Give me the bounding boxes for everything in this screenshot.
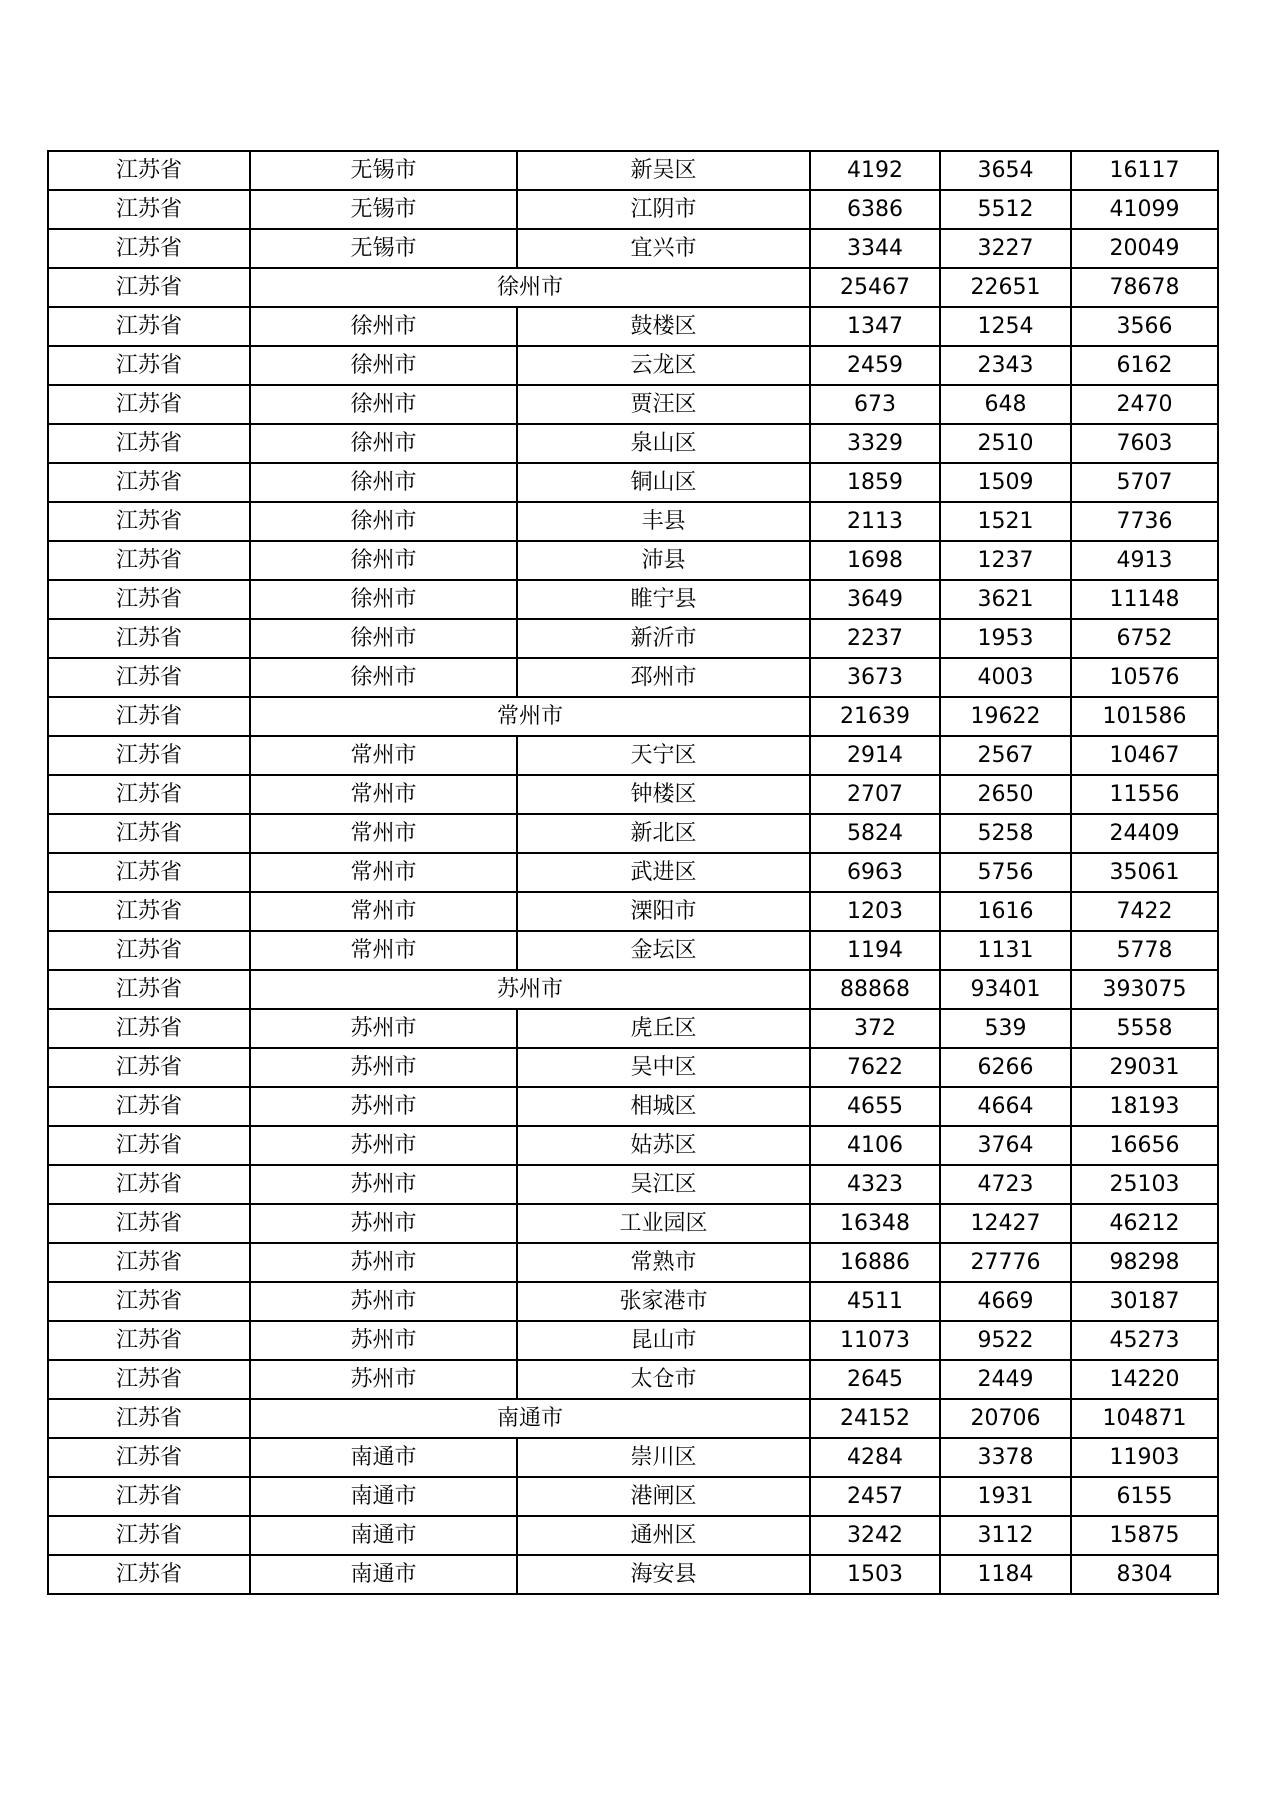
- district-cell: 宜兴市: [517, 229, 810, 268]
- value-cell-2: 5258: [940, 814, 1071, 853]
- city-cell: 苏州市: [250, 1243, 517, 1282]
- value-cell-3: 10467: [1071, 736, 1218, 775]
- province-cell: 江苏省: [48, 307, 250, 346]
- value-cell-2: 1237: [940, 541, 1071, 580]
- table-row-city-subtotal: [48, 970, 1218, 1009]
- district-cell: 丰县: [517, 502, 810, 541]
- value-cell-1: 88868: [810, 970, 940, 1009]
- province-cell: 江苏省: [48, 1360, 250, 1399]
- district-cell: 常熟市: [517, 1243, 810, 1282]
- district-cell: 海安县: [517, 1555, 810, 1594]
- value-cell-3: 24409: [1071, 814, 1218, 853]
- city-cell: 常州市: [250, 814, 517, 853]
- value-cell-3: 11148: [1071, 580, 1218, 619]
- city-subtotal-cell: 苏州市: [250, 970, 810, 1009]
- value-cell-3: 7736: [1071, 502, 1218, 541]
- province-cell: 江苏省: [48, 775, 250, 814]
- province-cell: 江苏省: [48, 1126, 250, 1165]
- province-cell: 江苏省: [48, 1438, 250, 1477]
- province-cell: 江苏省: [48, 502, 250, 541]
- value-cell-2: 3378: [940, 1438, 1071, 1477]
- table-row: [48, 346, 1218, 385]
- value-cell-2: 4664: [940, 1087, 1071, 1126]
- value-cell-3: 10576: [1071, 658, 1218, 697]
- province-cell: 江苏省: [48, 229, 250, 268]
- value-cell-3: 104871: [1071, 1399, 1218, 1438]
- value-cell-2: 2343: [940, 346, 1071, 385]
- city-cell: 徐州市: [250, 658, 517, 697]
- district-cell: 沛县: [517, 541, 810, 580]
- value-cell-1: 2457: [810, 1477, 940, 1516]
- value-cell-3: 393075: [1071, 970, 1218, 1009]
- city-cell: 无锡市: [250, 151, 517, 190]
- province-cell: 江苏省: [48, 1243, 250, 1282]
- value-cell-1: 11073: [810, 1321, 940, 1360]
- province-cell: 江苏省: [48, 1399, 250, 1438]
- city-cell: 常州市: [250, 892, 517, 931]
- province-cell: 江苏省: [48, 151, 250, 190]
- table-row-city-subtotal: [48, 697, 1218, 736]
- table-row: [48, 463, 1218, 502]
- province-cell: 江苏省: [48, 1282, 250, 1321]
- value-cell-1: 2645: [810, 1360, 940, 1399]
- city-cell: 苏州市: [250, 1087, 517, 1126]
- value-cell-2: 1616: [940, 892, 1071, 931]
- city-cell: 苏州市: [250, 1204, 517, 1243]
- province-cell: 江苏省: [48, 814, 250, 853]
- value-cell-3: 25103: [1071, 1165, 1218, 1204]
- district-cell: 姑苏区: [517, 1126, 810, 1165]
- table-row-city-subtotal: [48, 1399, 1218, 1438]
- city-cell: 苏州市: [250, 1048, 517, 1087]
- city-subtotal-cell: 南通市: [250, 1399, 810, 1438]
- district-cell: 贾汪区: [517, 385, 810, 424]
- value-cell-1: 673: [810, 385, 940, 424]
- province-cell: 江苏省: [48, 1516, 250, 1555]
- value-cell-1: 7622: [810, 1048, 940, 1087]
- table-row: [48, 1438, 1218, 1477]
- city-cell: 常州市: [250, 775, 517, 814]
- value-cell-3: 8304: [1071, 1555, 1218, 1594]
- province-cell: 江苏省: [48, 1087, 250, 1126]
- table-row: [48, 1282, 1218, 1321]
- value-cell-1: 3649: [810, 580, 940, 619]
- value-cell-2: 1953: [940, 619, 1071, 658]
- value-cell-1: 4106: [810, 1126, 940, 1165]
- district-cell: 睢宁县: [517, 580, 810, 619]
- value-cell-2: 1131: [940, 931, 1071, 970]
- value-cell-1: 1347: [810, 307, 940, 346]
- value-cell-1: 4192: [810, 151, 940, 190]
- value-cell-2: 648: [940, 385, 1071, 424]
- city-subtotal-cell: 常州市: [250, 697, 810, 736]
- value-cell-1: 4655: [810, 1087, 940, 1126]
- value-cell-1: 6386: [810, 190, 940, 229]
- district-cell: 新北区: [517, 814, 810, 853]
- value-cell-2: 539: [940, 1009, 1071, 1048]
- table-row: [48, 1360, 1218, 1399]
- district-cell: 昆山市: [517, 1321, 810, 1360]
- province-cell: 江苏省: [48, 970, 250, 1009]
- table-row: [48, 307, 1218, 346]
- table-row: [48, 151, 1218, 190]
- value-cell-3: 101586: [1071, 697, 1218, 736]
- province-cell: 江苏省: [48, 1555, 250, 1594]
- district-cell: 吴江区: [517, 1165, 810, 1204]
- table-row: [48, 502, 1218, 541]
- city-cell: 苏州市: [250, 1126, 517, 1165]
- value-cell-1: 1859: [810, 463, 940, 502]
- district-cell: 邳州市: [517, 658, 810, 697]
- value-cell-3: 16117: [1071, 151, 1218, 190]
- district-cell: 吴中区: [517, 1048, 810, 1087]
- province-cell: 江苏省: [48, 892, 250, 931]
- province-cell: 江苏省: [48, 619, 250, 658]
- table-row: [48, 853, 1218, 892]
- data-table: [47, 150, 1219, 1595]
- district-cell: 钟楼区: [517, 775, 810, 814]
- city-cell: 无锡市: [250, 229, 517, 268]
- value-cell-2: 19622: [940, 697, 1071, 736]
- city-cell: 徐州市: [250, 580, 517, 619]
- table-row: [48, 1204, 1218, 1243]
- table-row: [48, 1555, 1218, 1594]
- value-cell-3: 6155: [1071, 1477, 1218, 1516]
- table-row: [48, 580, 1218, 619]
- value-cell-1: 2237: [810, 619, 940, 658]
- value-cell-2: 5756: [940, 853, 1071, 892]
- table-row: [48, 658, 1218, 697]
- table-row: [48, 1009, 1218, 1048]
- table-row: [48, 541, 1218, 580]
- value-cell-1: 2914: [810, 736, 940, 775]
- value-cell-1: 4511: [810, 1282, 940, 1321]
- value-cell-1: 16886: [810, 1243, 940, 1282]
- city-cell: 常州市: [250, 931, 517, 970]
- province-cell: 江苏省: [48, 424, 250, 463]
- province-cell: 江苏省: [48, 385, 250, 424]
- district-cell: 通州区: [517, 1516, 810, 1555]
- value-cell-1: 1698: [810, 541, 940, 580]
- district-cell: 新沂市: [517, 619, 810, 658]
- table-row: [48, 1048, 1218, 1087]
- value-cell-3: 11556: [1071, 775, 1218, 814]
- value-cell-2: 27776: [940, 1243, 1071, 1282]
- value-cell-2: 1184: [940, 1555, 1071, 1594]
- value-cell-3: 2470: [1071, 385, 1218, 424]
- province-cell: 江苏省: [48, 1204, 250, 1243]
- value-cell-1: 25467: [810, 268, 940, 307]
- province-cell: 江苏省: [48, 697, 250, 736]
- value-cell-3: 35061: [1071, 853, 1218, 892]
- value-cell-2: 93401: [940, 970, 1071, 1009]
- value-cell-3: 41099: [1071, 190, 1218, 229]
- value-cell-1: 4323: [810, 1165, 940, 1204]
- value-cell-2: 3227: [940, 229, 1071, 268]
- district-cell: 泉山区: [517, 424, 810, 463]
- value-cell-3: 7603: [1071, 424, 1218, 463]
- province-cell: 江苏省: [48, 580, 250, 619]
- district-cell: 金坛区: [517, 931, 810, 970]
- table-row: [48, 1516, 1218, 1555]
- city-cell: 苏州市: [250, 1282, 517, 1321]
- value-cell-1: 3242: [810, 1516, 940, 1555]
- value-cell-3: 6752: [1071, 619, 1218, 658]
- province-cell: 江苏省: [48, 1321, 250, 1360]
- city-cell: 南通市: [250, 1555, 517, 1594]
- table-row: [48, 424, 1218, 463]
- district-cell: 港闸区: [517, 1477, 810, 1516]
- value-cell-3: 7422: [1071, 892, 1218, 931]
- value-cell-3: 30187: [1071, 1282, 1218, 1321]
- value-cell-1: 3329: [810, 424, 940, 463]
- table-row: [48, 1477, 1218, 1516]
- value-cell-2: 6266: [940, 1048, 1071, 1087]
- value-cell-1: 2459: [810, 346, 940, 385]
- district-cell: 鼓楼区: [517, 307, 810, 346]
- value-cell-1: 21639: [810, 697, 940, 736]
- value-cell-3: 4913: [1071, 541, 1218, 580]
- city-cell: 徐州市: [250, 541, 517, 580]
- value-cell-2: 3764: [940, 1126, 1071, 1165]
- city-cell: 徐州市: [250, 346, 517, 385]
- value-cell-1: 1203: [810, 892, 940, 931]
- city-cell: 南通市: [250, 1477, 517, 1516]
- table-row: [48, 931, 1218, 970]
- table-row: [48, 736, 1218, 775]
- province-cell: 江苏省: [48, 463, 250, 502]
- table-row: [48, 775, 1218, 814]
- value-cell-2: 4003: [940, 658, 1071, 697]
- table-row: [48, 385, 1218, 424]
- value-cell-1: 1503: [810, 1555, 940, 1594]
- city-cell: 徐州市: [250, 502, 517, 541]
- value-cell-3: 46212: [1071, 1204, 1218, 1243]
- value-cell-1: 24152: [810, 1399, 940, 1438]
- value-cell-3: 15875: [1071, 1516, 1218, 1555]
- value-cell-2: 2650: [940, 775, 1071, 814]
- table-row: [48, 619, 1218, 658]
- city-cell: 徐州市: [250, 385, 517, 424]
- province-cell: 江苏省: [48, 1009, 250, 1048]
- value-cell-2: 1254: [940, 307, 1071, 346]
- city-cell: 苏州市: [250, 1009, 517, 1048]
- district-cell: 新吴区: [517, 151, 810, 190]
- table-row: [48, 1243, 1218, 1282]
- city-cell: 徐州市: [250, 619, 517, 658]
- value-cell-1: 16348: [810, 1204, 940, 1243]
- value-cell-1: 6963: [810, 853, 940, 892]
- value-cell-2: 20706: [940, 1399, 1071, 1438]
- value-cell-1: 3673: [810, 658, 940, 697]
- table-row: [48, 814, 1218, 853]
- city-cell: 常州市: [250, 853, 517, 892]
- district-cell: 相城区: [517, 1087, 810, 1126]
- value-cell-2: 5512: [940, 190, 1071, 229]
- province-cell: 江苏省: [48, 541, 250, 580]
- district-cell: 溧阳市: [517, 892, 810, 931]
- table-row: [48, 229, 1218, 268]
- value-cell-2: 1521: [940, 502, 1071, 541]
- value-cell-3: 5558: [1071, 1009, 1218, 1048]
- city-cell: 苏州市: [250, 1165, 517, 1204]
- province-cell: 江苏省: [48, 1477, 250, 1516]
- table-row: [48, 892, 1218, 931]
- province-cell: 江苏省: [48, 658, 250, 697]
- value-cell-2: 3654: [940, 151, 1071, 190]
- value-cell-2: 4723: [940, 1165, 1071, 1204]
- value-cell-2: 1931: [940, 1477, 1071, 1516]
- province-cell: 江苏省: [48, 190, 250, 229]
- value-cell-2: 1509: [940, 463, 1071, 502]
- province-cell: 江苏省: [48, 1165, 250, 1204]
- value-cell-1: 2113: [810, 502, 940, 541]
- district-cell: 张家港市: [517, 1282, 810, 1321]
- province-cell: 江苏省: [48, 736, 250, 775]
- value-cell-1: 5824: [810, 814, 940, 853]
- city-cell: 徐州市: [250, 463, 517, 502]
- city-cell: 南通市: [250, 1516, 517, 1555]
- value-cell-3: 18193: [1071, 1087, 1218, 1126]
- table-row: [48, 1165, 1218, 1204]
- district-cell: 云龙区: [517, 346, 810, 385]
- value-cell-2: 3112: [940, 1516, 1071, 1555]
- table-row: [48, 1321, 1218, 1360]
- province-cell: 江苏省: [48, 346, 250, 385]
- value-cell-3: 11903: [1071, 1438, 1218, 1477]
- city-cell: 徐州市: [250, 307, 517, 346]
- district-cell: 铜山区: [517, 463, 810, 502]
- value-cell-2: 4669: [940, 1282, 1071, 1321]
- value-cell-3: 45273: [1071, 1321, 1218, 1360]
- city-cell: 苏州市: [250, 1360, 517, 1399]
- value-cell-1: 1194: [810, 931, 940, 970]
- province-cell: 江苏省: [48, 268, 250, 307]
- value-cell-2: 2567: [940, 736, 1071, 775]
- value-cell-2: 3621: [940, 580, 1071, 619]
- city-cell: 苏州市: [250, 1321, 517, 1360]
- table-row-city-subtotal: [48, 268, 1218, 307]
- value-cell-3: 5707: [1071, 463, 1218, 502]
- value-cell-3: 20049: [1071, 229, 1218, 268]
- value-cell-1: 4284: [810, 1438, 940, 1477]
- value-cell-3: 3566: [1071, 307, 1218, 346]
- district-cell: 江阴市: [517, 190, 810, 229]
- value-cell-3: 14220: [1071, 1360, 1218, 1399]
- value-cell-2: 2449: [940, 1360, 1071, 1399]
- value-cell-3: 98298: [1071, 1243, 1218, 1282]
- table-body: [48, 151, 1218, 1594]
- city-cell: 常州市: [250, 736, 517, 775]
- city-subtotal-cell: 徐州市: [250, 268, 810, 307]
- value-cell-3: 78678: [1071, 268, 1218, 307]
- value-cell-2: 2510: [940, 424, 1071, 463]
- district-cell: 武进区: [517, 853, 810, 892]
- value-cell-3: 29031: [1071, 1048, 1218, 1087]
- table-row: [48, 1126, 1218, 1165]
- province-cell: 江苏省: [48, 931, 250, 970]
- district-cell: 工业园区: [517, 1204, 810, 1243]
- value-cell-3: 5778: [1071, 931, 1218, 970]
- district-cell: 虎丘区: [517, 1009, 810, 1048]
- table-row: [48, 190, 1218, 229]
- table-row: [48, 1087, 1218, 1126]
- value-cell-3: 16656: [1071, 1126, 1218, 1165]
- value-cell-3: 6162: [1071, 346, 1218, 385]
- value-cell-1: 3344: [810, 229, 940, 268]
- value-cell-2: 12427: [940, 1204, 1071, 1243]
- district-cell: 太仓市: [517, 1360, 810, 1399]
- value-cell-2: 22651: [940, 268, 1071, 307]
- city-cell: 徐州市: [250, 424, 517, 463]
- city-cell: 无锡市: [250, 190, 517, 229]
- district-cell: 天宁区: [517, 736, 810, 775]
- value-cell-1: 2707: [810, 775, 940, 814]
- city-cell: 南通市: [250, 1438, 517, 1477]
- district-cell: 崇川区: [517, 1438, 810, 1477]
- province-cell: 江苏省: [48, 853, 250, 892]
- value-cell-2: 9522: [940, 1321, 1071, 1360]
- value-cell-1: 372: [810, 1009, 940, 1048]
- province-cell: 江苏省: [48, 1048, 250, 1087]
